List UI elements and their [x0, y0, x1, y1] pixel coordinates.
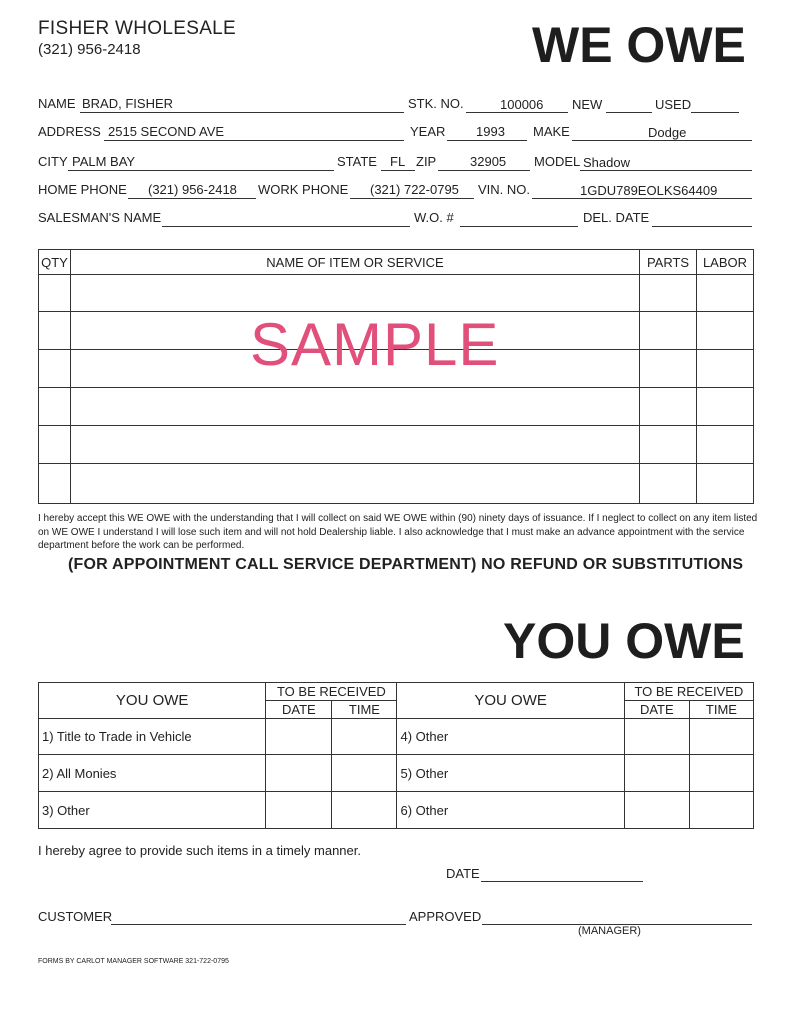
we-owe-title: WE OWE: [532, 17, 746, 73]
you-owe-item-2: 2) All Monies: [39, 755, 266, 792]
year-label: YEAR: [410, 124, 446, 139]
home-phone-label: HOME PHONE: [38, 182, 127, 197]
you-owe-item-3: 3) Other: [39, 792, 266, 829]
parts-header: PARTS: [640, 250, 697, 275]
city-line: [68, 170, 334, 171]
table-row[interactable]: [39, 388, 754, 426]
company-phone: (321) 956-2418: [38, 41, 141, 58]
del-date-label: DEL. DATE: [583, 210, 650, 225]
state-label: STATE: [337, 154, 377, 169]
time-header-right: TIME: [689, 701, 753, 719]
table-row[interactable]: [39, 275, 754, 312]
date-label: DATE: [446, 866, 480, 881]
agreement-text: I hereby agree to provide such items in a timely manner.: [38, 843, 361, 858]
address-line: [104, 140, 404, 141]
state-value[interactable]: FL: [390, 154, 406, 169]
new-label: NEW: [572, 97, 603, 112]
model-value[interactable]: Shadow: [583, 155, 630, 170]
zip-line: [438, 170, 530, 171]
vin-value[interactable]: 1GDU789EOLKS64409: [580, 183, 718, 198]
work-phone-label: WORK PHONE: [258, 182, 349, 197]
customer-signature-line[interactable]: [111, 924, 406, 925]
table-row[interactable]: [39, 755, 754, 792]
qty-header: QTY: [39, 250, 71, 275]
state-line: [381, 170, 415, 171]
you-owe-item-4: 4) Other: [397, 719, 624, 755]
model-label: MODEL: [534, 154, 581, 169]
year-value[interactable]: 1993: [476, 124, 505, 139]
work-phone-line: [350, 198, 474, 199]
used-label: USED: [655, 97, 692, 112]
approved-label: APPROVED: [409, 909, 482, 924]
stk-value[interactable]: 100006: [500, 97, 544, 112]
make-label: MAKE: [533, 124, 570, 139]
stk-label: STK. NO.: [408, 96, 464, 111]
name-line: [80, 112, 404, 113]
work-phone-value[interactable]: (321) 722-0795: [370, 182, 459, 197]
items-header-row: [39, 250, 754, 275]
you-owe-item-1: 1) Title to Trade in Vehicle: [39, 719, 266, 755]
disclaimer-text: I hereby accept this WE OWE with the understanding that I will collect on said WE OWE within (90) ninety days of issuance. If I neglect to collect on any item listed on WE OWE I understand I will lose such item and will not hold Dealership liable. I also acknowledge that I must make an advance appointment with the service department before the work can be performed.: [38, 513, 758, 551]
to-be-received-left: TO BE RECEIVED: [266, 683, 397, 701]
stk-line: [466, 112, 568, 113]
year-line: [447, 140, 527, 141]
manager-label: (MANAGER): [578, 925, 641, 937]
name-label: NAME: [38, 96, 76, 111]
to-be-received-right: TO BE RECEIVED: [624, 683, 753, 701]
you-owe-title: YOU OWE: [503, 613, 745, 669]
salesman-line[interactable]: [162, 226, 410, 227]
del-date-line[interactable]: [652, 226, 752, 227]
footer-credit: FORMS BY CARLOT MANAGER SOFTWARE 321-722-0795: [38, 958, 229, 965]
date-header-right: DATE: [624, 701, 689, 719]
used-line[interactable]: [691, 112, 739, 113]
table-row[interactable]: [39, 792, 754, 829]
make-value[interactable]: Dodge: [648, 125, 687, 140]
company-name: FISHER WHOLESALE: [38, 18, 237, 39]
make-line: [572, 140, 752, 141]
new-line[interactable]: [606, 112, 652, 113]
table-row[interactable]: [39, 719, 754, 755]
appointment-notice: (FOR APPOINTMENT CALL SERVICE DEPARTMENT) NO REFUND OR SUBSTITUTIONS: [68, 556, 744, 573]
model-line: [580, 170, 752, 171]
you-owe-item-5: 5) Other: [397, 755, 624, 792]
you-owe-table: [38, 682, 754, 829]
you-owe-col-header-right: YOU OWE: [397, 683, 624, 719]
time-header-left: TIME: [332, 701, 397, 719]
table-row[interactable]: [39, 426, 754, 464]
date-signature-line[interactable]: [481, 881, 643, 882]
salesman-label: SALESMAN'S NAME: [38, 210, 162, 225]
vin-label: VIN. NO.: [478, 182, 531, 197]
zip-label: ZIP: [416, 154, 437, 169]
home-phone-value[interactable]: (321) 956-2418: [148, 182, 237, 197]
wo-label: W.O. #: [414, 210, 454, 225]
address-label: ADDRESS: [38, 124, 101, 139]
table-row[interactable]: [39, 464, 754, 504]
city-value[interactable]: PALM BAY: [72, 154, 136, 169]
date-header-left: DATE: [266, 701, 332, 719]
address-value[interactable]: 2515 SECOND AVE: [108, 124, 225, 139]
you-owe-item-6: 6) Other: [397, 792, 624, 829]
item-name-header: NAME OF ITEM OR SERVICE: [70, 250, 639, 275]
city-label: CITY: [38, 154, 68, 169]
home-phone-line: [128, 198, 256, 199]
customer-label: CUSTOMER: [38, 909, 113, 924]
wo-line[interactable]: [460, 226, 578, 227]
labor-header: LABOR: [697, 250, 754, 275]
zip-value[interactable]: 32905: [470, 154, 507, 169]
name-value[interactable]: BRAD, FISHER: [82, 96, 174, 111]
sample-watermark: SAMPLE: [250, 311, 500, 378]
you-owe-col-header-left: YOU OWE: [39, 683, 266, 719]
vin-line: [532, 198, 752, 199]
